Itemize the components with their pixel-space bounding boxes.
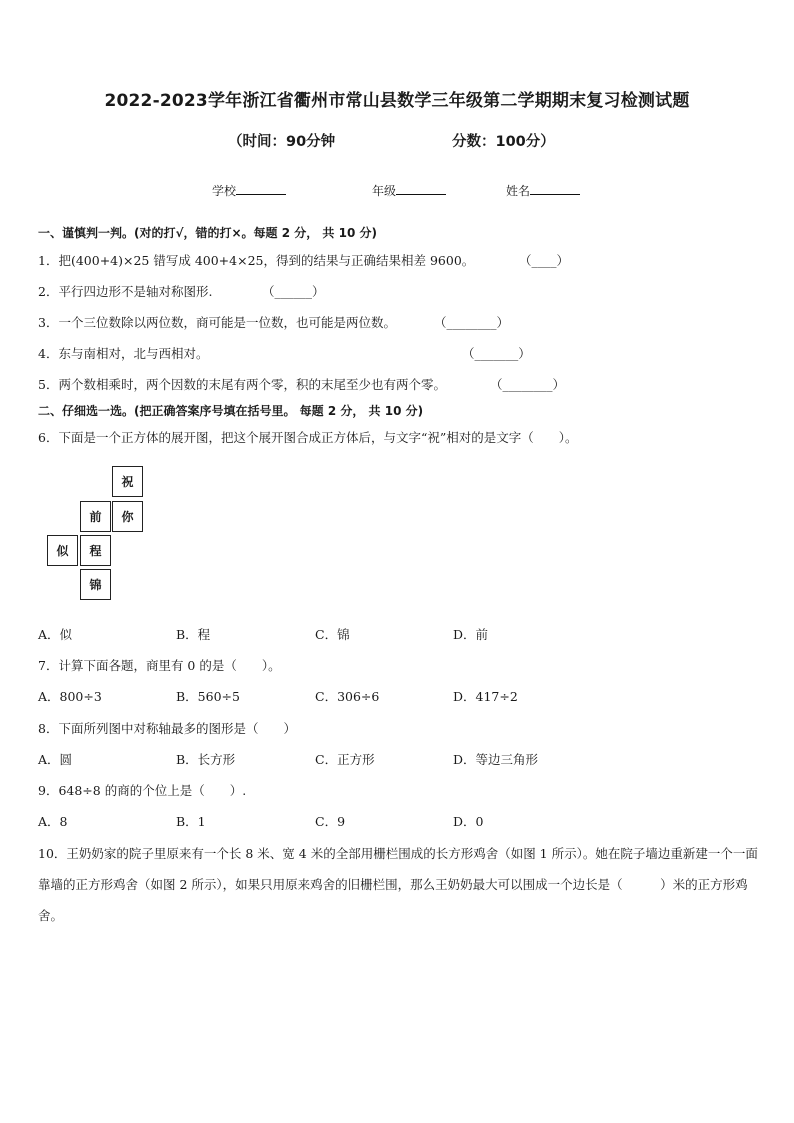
q9-option-a: A．8 [38,814,68,829]
q8-option-a: A．圆 [38,752,73,767]
class-field [372,182,446,199]
section1-heading: 一、谨慎判一判。(对的打√，错的打×。每题 2 分， 共 10 分) [38,226,377,240]
q7-option-a: A．800÷3 [38,689,102,704]
q6-option-b: B．程 [176,627,211,642]
exam-title: 2022-2023学年浙江省衢州市常山县数学三年级第二学期期末复习检测试题 [104,91,690,111]
net-cell-ni: 你 [112,501,143,532]
question-8: 8．下面所列图中对称轴最多的图形是（ ） [38,721,296,736]
q7-option-c: C．306÷6 [315,689,380,704]
question-1: 1．把(400+4)×25 错写成 400+4×25，得到的结果与正确结果相差 9600。 [38,253,475,268]
section2-heading: 二、仔细选一选。(把正确答案序号填在括号里。 每题 2 分， 共 10 分) [38,404,424,418]
question-3-blank: （________） [434,315,510,330]
question-2-blank: （______） [262,284,325,299]
question-2: 2．平行四边形不是轴对称图形. [38,284,213,299]
q9-option-d: D．0 [453,814,484,829]
name-field [506,182,580,199]
net-cell-zhu: 祝 [112,466,143,497]
q7-option-d: D．417÷2 [453,689,518,704]
net-cell-jin: 锦 [80,569,111,600]
q9-option-c: C．9 [315,814,346,829]
class-label: 年级 [372,184,397,198]
question-9: 9．648÷8 的商的个位上是（ ）. [38,783,247,798]
name-blank [530,182,580,195]
q6-option-d: D．前 [453,627,489,642]
school-field [212,182,286,199]
name-label: 姓名 [506,184,531,198]
net-cell-cheng: 程 [80,535,111,566]
q8-option-b: B．长方形 [176,752,236,767]
score-label: 分数：100分） [452,134,555,150]
q6-option-a: A．似 [38,627,73,642]
question-4-blank: （_______） [462,346,531,361]
question-4: 4．东与南相对，北与西相对。 [38,346,209,361]
question-6: 6．下面是一个正方体的展开图，把这个展开图合成正方体后，与文字“祝”相对的是文字（ ）。 [38,430,578,445]
question-1-blank: （____） [519,253,570,268]
q9-option-b: B．1 [176,814,206,829]
question-5: 5．两个数相乘时，两个因数的末尾有两个零，积的末尾至少也有两个零。 [38,377,446,392]
net-cell-si: 似 [47,535,78,566]
q8-option-c: C．正方形 [315,752,375,767]
question-10: 10．王奶奶家的院子里原来有一个长 8 米、宽 4 米的全部用栅栏围成的长方形鸡舍（如图 1 所示）。她在院子墙边重新建一个一面靠墙的正方形鸡舍（如图 2 所示），如果只用原来鸡舍的旧栅栏围，那么王奶奶最大可以围成一个边长是（ ）米的正方形鸡舍。 [38,846,758,923]
q8-option-d: D．等边三角形 [453,752,539,767]
q7-option-b: B．560÷5 [176,689,240,704]
school-label: 学校 [212,184,237,198]
net-cell-qian: 前 [80,501,111,532]
q6-option-c: C．锦 [315,627,350,642]
time-label: （时间：90分钟 [228,134,336,150]
question-3: 3．一个三位数除以两位数，商可能是一位数，也可能是两位数。 [38,315,396,330]
school-blank [236,182,286,195]
class-blank [396,182,446,195]
question-5-blank: （________） [490,377,566,392]
question-7: 7．计算下面各题，商里有 0 的是（ ）。 [38,658,281,673]
